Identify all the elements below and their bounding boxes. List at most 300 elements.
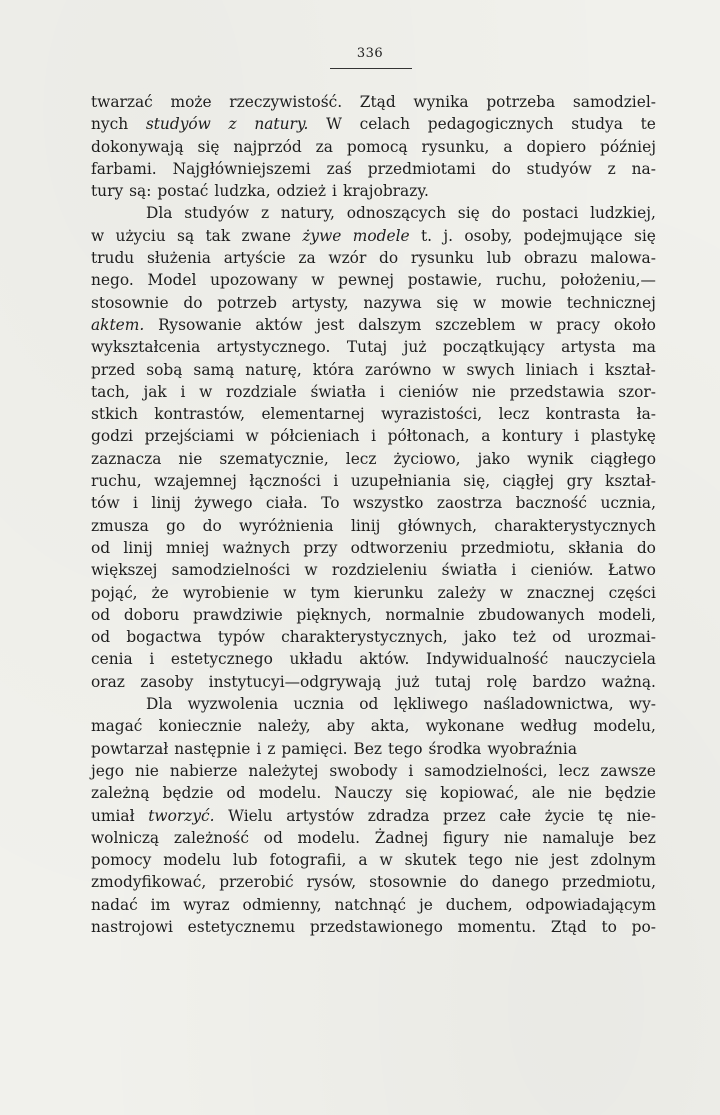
word: około [613, 315, 656, 334]
word: naśladownictwa, [483, 695, 614, 714]
word: jako [463, 628, 497, 647]
word: najprzód [233, 137, 302, 156]
word: tak [205, 226, 231, 245]
word: i [332, 182, 337, 201]
word: która [312, 360, 355, 379]
word: zależną [91, 784, 150, 803]
word: do [636, 538, 656, 557]
text-line [91, 448, 656, 470]
word: samą [193, 360, 235, 379]
word: przedstawia [509, 382, 605, 401]
word: układu [289, 650, 343, 669]
word: upozowany [210, 271, 298, 290]
text-line [91, 671, 656, 693]
word: lecz [345, 449, 377, 468]
word: godzi [91, 427, 134, 446]
word: kontrastów, [154, 405, 246, 424]
word: głównych, [397, 516, 478, 535]
word: od [263, 828, 283, 847]
word: artysty, [291, 293, 349, 312]
text-line [91, 715, 656, 737]
word: i [574, 427, 580, 446]
word: też [512, 628, 536, 647]
word: może [170, 93, 212, 111]
word: potrzeb [217, 293, 277, 312]
word: Ztąd [550, 917, 587, 936]
text-line [91, 425, 656, 447]
word: artystów [286, 806, 355, 825]
word: je [418, 895, 433, 914]
word: baczność [515, 494, 588, 513]
word: fotografii, [269, 851, 347, 870]
word: Rysowanie [158, 315, 242, 334]
text-line [91, 604, 656, 626]
word: ludzkiej, [590, 204, 656, 223]
word: go [166, 516, 186, 535]
word: tutaj [434, 672, 472, 691]
word: przy [303, 538, 338, 557]
word: technicznej [566, 293, 656, 312]
word: rolę [486, 672, 518, 691]
text-line [91, 693, 656, 715]
word: jako [477, 449, 511, 468]
word: w [91, 226, 105, 245]
word: prawdziwie [193, 605, 283, 624]
word: tach, [91, 382, 130, 401]
word: wykonane [425, 717, 505, 736]
word: wy- [628, 695, 656, 714]
word: wynika [413, 93, 469, 111]
word: przedmiotami [367, 159, 476, 178]
word: samodzielności, [424, 761, 548, 780]
word: cieniów. [530, 561, 594, 580]
word: swych [466, 360, 515, 379]
word: namaluje [542, 828, 615, 847]
word: studyów [184, 204, 250, 223]
word: kierunku [353, 583, 424, 602]
word: szor- [618, 382, 656, 401]
text-line [91, 314, 656, 336]
word: ma [632, 338, 656, 357]
word: zwane [241, 226, 291, 245]
word: osoby, [464, 226, 513, 245]
word: od [552, 628, 572, 647]
word: życiowo, [393, 449, 461, 468]
word: natury. [254, 115, 309, 134]
word: nego. [91, 271, 134, 290]
word: celach [359, 115, 411, 134]
word: zdradza [367, 806, 430, 825]
word: danego [491, 873, 549, 892]
word: modele [352, 226, 410, 245]
word: modelu [163, 851, 221, 870]
word: w [379, 851, 393, 870]
text-line [91, 202, 656, 224]
word: ucznia [293, 695, 345, 714]
word: od [91, 538, 111, 557]
word: rzeczywistość. [229, 93, 343, 111]
word: na- [631, 159, 656, 178]
word: z [607, 159, 616, 178]
word: modelu. [297, 828, 361, 847]
word: modeli, [598, 605, 656, 624]
word: należytej [248, 761, 319, 780]
word: linij [350, 516, 381, 535]
word: plastykę [590, 427, 656, 446]
word: Łatwo [607, 561, 656, 580]
text-line [91, 336, 656, 358]
word: za [298, 249, 316, 268]
word: W [326, 115, 342, 134]
word: bez [628, 828, 656, 847]
word: łączności [249, 472, 321, 491]
word: wzajemnej [154, 472, 237, 491]
word: i [379, 382, 385, 401]
text-line [91, 91, 656, 113]
word: wyzwolenia [187, 695, 279, 714]
text-line [91, 269, 656, 291]
word: linij [151, 494, 181, 513]
word: rysów, [306, 873, 357, 892]
word: rysunku [410, 249, 474, 268]
word: zaostrza [436, 494, 503, 513]
word: odnoszących [346, 204, 447, 223]
word: wyróżnienia [239, 516, 334, 535]
word: przejściami [144, 427, 234, 446]
word: podejmujące [523, 226, 623, 245]
text-line [91, 470, 656, 492]
word: się [405, 784, 428, 803]
word: tury [91, 182, 124, 201]
word: użyciu [115, 226, 166, 245]
word: w [311, 271, 325, 290]
word: koniecznie [158, 717, 242, 736]
word: się [197, 137, 220, 156]
word: doboru [123, 605, 180, 624]
word: przedstawionego [309, 917, 443, 936]
word: j. [443, 226, 454, 245]
word: Bez [353, 739, 383, 758]
word: wynik [527, 449, 574, 468]
word: a [481, 427, 491, 446]
word: kontrasta [545, 405, 621, 424]
word: wzór [328, 249, 367, 268]
word: Tutaj [346, 338, 388, 357]
word: postaci [522, 204, 579, 223]
word: do [202, 516, 222, 535]
word: gry [566, 472, 593, 491]
word: zmusza [91, 516, 149, 535]
word: Model [147, 271, 197, 290]
word: tym [310, 583, 340, 602]
word: stosownie [369, 873, 447, 892]
text-line [91, 158, 656, 180]
word: t. [420, 226, 433, 245]
word: To [321, 494, 340, 513]
word: że [151, 583, 169, 602]
word: skutek [404, 851, 457, 870]
word: są: [129, 182, 152, 201]
text-line [91, 403, 656, 425]
word: uzupełniania [350, 472, 451, 491]
word: krajobrazy. [342, 182, 429, 201]
text-line [91, 582, 656, 604]
word: przed [91, 360, 136, 379]
word: rozdzieleniu [331, 561, 428, 580]
word: pedagogicznych [427, 115, 554, 134]
word: zależy [437, 583, 486, 602]
word: półtonach, [387, 427, 470, 446]
word: Dla [146, 204, 173, 223]
word: obrazu [524, 249, 578, 268]
word: i [180, 382, 186, 401]
word: to [601, 917, 617, 936]
word: umiał [91, 806, 135, 825]
word: będzie [605, 784, 656, 803]
word: modelu, [593, 717, 656, 736]
word: ciągłej [502, 472, 555, 491]
word: wszystko [352, 494, 424, 513]
word: początkujący [442, 338, 545, 357]
word: trudu [91, 249, 135, 268]
word: nazywa [363, 293, 422, 312]
word: bardzo [532, 672, 587, 691]
word: studyów [145, 115, 211, 134]
text-line [91, 515, 656, 537]
word: aktów [255, 315, 303, 334]
word: odmienny, [242, 895, 322, 914]
word: natchnąć [334, 895, 407, 914]
word: i [589, 360, 595, 379]
word: elementarnej [261, 405, 365, 424]
word: lecz [558, 761, 590, 780]
word: ciała. [265, 494, 308, 513]
word: powtarzał [91, 739, 169, 758]
word: samodziel- [572, 93, 656, 111]
word: a [358, 851, 368, 870]
word: lękliwego [393, 695, 469, 714]
word: części [608, 583, 656, 602]
word: w [283, 583, 297, 602]
word: postać [157, 182, 209, 201]
word: i [133, 494, 138, 513]
word: a [503, 137, 513, 156]
word: normalnie [385, 605, 465, 624]
word: postawie, [407, 271, 483, 290]
word: ła- [636, 405, 656, 424]
word: się, [463, 472, 491, 491]
word: tów [91, 494, 120, 513]
word: wyrobienie [182, 583, 270, 602]
word: dalszym [358, 315, 422, 334]
word: kształ- [604, 360, 656, 379]
word: lub [232, 851, 258, 870]
text-line [91, 492, 656, 514]
word: będzie [162, 784, 214, 803]
word: te [640, 115, 656, 134]
word: zbudowanych [478, 605, 585, 624]
text-line [91, 626, 656, 648]
word: całe [499, 806, 532, 825]
word: według [520, 717, 578, 736]
word: szczeblem [435, 315, 516, 334]
word: Nauczy [334, 784, 393, 803]
word: przedmiotu, [561, 873, 656, 892]
word: w [199, 382, 213, 401]
word: farbami. [91, 159, 157, 178]
word: szematycznie, [219, 449, 329, 468]
word: liniach [525, 360, 579, 379]
word: wyraz [183, 895, 230, 914]
word: w [499, 583, 513, 602]
word: ciągłego [590, 449, 656, 468]
word: charakterystycznych [494, 516, 656, 535]
word: aby [326, 717, 355, 736]
word: następnie [174, 739, 251, 758]
word: przerobić [219, 873, 294, 892]
text-line [91, 916, 656, 938]
word: od [91, 628, 111, 647]
word: się [633, 226, 656, 245]
word: rysunku, [421, 137, 490, 156]
word: pomocy [91, 851, 152, 870]
word: jego [91, 761, 124, 780]
word: tę [597, 806, 614, 825]
word: w [304, 561, 318, 580]
word: sobą [146, 360, 183, 379]
text-line [91, 849, 656, 871]
word: wykształcenia [91, 338, 201, 357]
word: nie- [626, 806, 656, 825]
word: znacznej [526, 583, 595, 602]
word: do [183, 293, 203, 312]
text-line [91, 113, 656, 135]
word: lub [486, 249, 512, 268]
word: przedmiotu, [460, 538, 555, 557]
word: pomocą [346, 137, 408, 156]
word: światła [310, 382, 366, 401]
word: charakterystycznych, [281, 628, 448, 647]
word: od [91, 605, 111, 624]
word: rozdziale [225, 382, 297, 401]
word: Indywidualność [426, 650, 549, 669]
word: nie [514, 851, 539, 870]
text-line [91, 247, 656, 269]
word: momentu. [457, 917, 537, 936]
word: wolniczą [91, 828, 160, 847]
word: modelu. [258, 784, 322, 803]
word: kształ- [605, 472, 656, 491]
word: duchem, [445, 895, 513, 914]
word: i [408, 761, 414, 780]
word: ważnych [222, 538, 291, 557]
word: ważną. [601, 672, 656, 691]
word: tego [388, 739, 423, 758]
word: ludzka, [214, 182, 271, 201]
text-line [91, 760, 656, 782]
word: nauczyciela [564, 650, 656, 669]
word: nie [568, 784, 592, 803]
word: studya [571, 115, 623, 134]
word: od [226, 784, 246, 803]
word: malowa- [590, 249, 656, 268]
word: ruchu, [91, 472, 142, 491]
word: pewnej [338, 271, 395, 290]
word: stkich [91, 405, 138, 424]
text-line [91, 359, 656, 381]
word: przez [443, 806, 486, 825]
word: i [333, 472, 339, 491]
word: odtworzeniu [350, 538, 448, 557]
word: po- [631, 917, 656, 936]
word: dopiero [526, 137, 587, 156]
word: pojąć, [91, 583, 138, 602]
word: już [403, 338, 427, 357]
text-line [91, 180, 656, 202]
word: tego [468, 851, 503, 870]
word: zaś [326, 159, 352, 178]
word: im [150, 895, 171, 914]
text-line [91, 559, 656, 581]
word: urozmai- [587, 628, 656, 647]
word: się [436, 293, 459, 312]
word: kopiować, [440, 784, 519, 803]
word: dokonywają [91, 137, 184, 156]
word: jak [143, 382, 167, 401]
word: nabierze [169, 761, 238, 780]
word: zawsze [600, 761, 656, 780]
word: wyrazistości, [381, 405, 483, 424]
word: zasoby [140, 672, 194, 691]
word: środka [428, 739, 482, 758]
word: Dla [146, 695, 173, 714]
word: i [511, 561, 517, 580]
word: kontury [502, 427, 563, 446]
word: pamięci. [281, 739, 348, 758]
word: do [459, 873, 479, 892]
word: ale [531, 784, 556, 803]
text-line [91, 648, 656, 670]
word: w [529, 315, 543, 334]
text-line [91, 871, 656, 893]
word: samodzielności [171, 561, 291, 580]
word: żywe [302, 226, 342, 245]
word: służenia [146, 249, 211, 268]
word: Żadnej [374, 828, 429, 847]
word: do [491, 159, 511, 178]
word: nie [134, 761, 159, 780]
word: do [379, 249, 399, 268]
word: się [457, 204, 480, 223]
word: za [315, 137, 333, 156]
word: linij [123, 538, 153, 557]
word: typów [217, 628, 265, 647]
text-line [91, 136, 656, 158]
text-line [91, 537, 656, 559]
word: cieniów [398, 382, 459, 401]
word: estetycznego [170, 650, 273, 669]
page-number: 336 [356, 46, 384, 61]
word: nie [503, 828, 528, 847]
word: światła [441, 561, 498, 580]
word: artystycznego. [216, 338, 331, 357]
word: ucznia, [600, 494, 656, 513]
body-text [91, 91, 656, 938]
word: w [473, 293, 487, 312]
word: w [442, 360, 456, 379]
word: zmodyfikować, [91, 873, 207, 892]
word: i [149, 650, 155, 669]
